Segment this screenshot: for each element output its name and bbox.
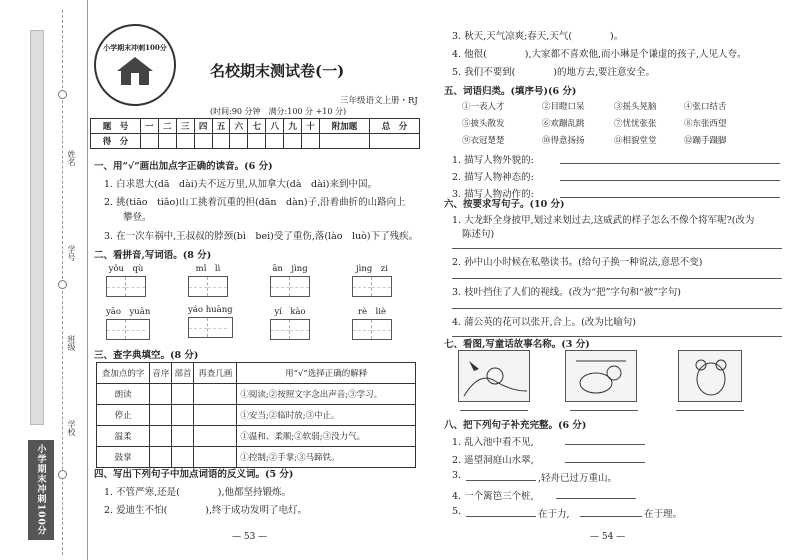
question-line: 2. 爱迪生不怕( ),终于成功发明了电灯。 (104, 505, 308, 516)
fox-crow-icon (459, 351, 531, 403)
id-label: 学号 (67, 245, 76, 261)
pinyin-text: yǒu qù (108, 264, 144, 274)
answer-line[interactable] (560, 197, 780, 198)
answer-line[interactable] (565, 444, 645, 445)
pinyin-box[interactable] (188, 305, 233, 338)
score-header: 二 (158, 119, 176, 134)
brand-logo (94, 24, 176, 106)
answer-cell[interactable] (194, 384, 237, 405)
question-line: 1. 描写人物外貌的: (452, 155, 534, 166)
dictionary-table (96, 362, 416, 468)
answer-line[interactable] (466, 516, 536, 517)
word-option: ⑫蹦手蹑脚 (684, 136, 727, 146)
score-header: 一 (140, 119, 158, 134)
dict-explanation: ①控制;②手掌;③马蹄铁。 (237, 447, 416, 468)
section-3-heading: 三、查字典填空。(8 分) (94, 350, 199, 361)
word-option: ③摇头晃脑 (614, 102, 657, 112)
pinyin-box[interactable] (188, 262, 228, 297)
score-cell[interactable] (176, 134, 194, 149)
answer-line[interactable] (452, 248, 782, 249)
school-label: 学校 (67, 420, 76, 436)
table-header: 部首 (172, 363, 194, 384)
dict-word: 鼓掌 (97, 447, 150, 468)
word-option: ⑧东张西望 (684, 119, 727, 129)
score-header: 五 (212, 119, 230, 134)
dict-explanation: ①安当;②临时放;③中止。 (237, 405, 416, 426)
pinyin-text: ān jìng (272, 264, 308, 274)
table-header: 查加点的字 (97, 363, 150, 384)
pinyin-text: rè liè (357, 307, 387, 317)
pinyin-box[interactable] (270, 305, 310, 340)
score-header: 六 (230, 119, 248, 134)
word-option: ②目瞪口呆 (542, 102, 585, 112)
answer-line[interactable] (452, 278, 782, 279)
score-cell[interactable] (369, 134, 419, 149)
score-header: 附加题 (319, 119, 369, 134)
answer-line[interactable] (452, 308, 782, 309)
score-cell[interactable] (194, 134, 212, 149)
table-header: 用“√”选择正确的解释 (237, 363, 416, 384)
page-title: 名校期末测试卷(一) (210, 62, 345, 80)
house-icon (115, 55, 155, 87)
word-option: ⑦忧忧张张 (614, 119, 657, 129)
section-7-heading: 七、看图,写童话故事名称。(3 分) (444, 339, 590, 350)
score-cell[interactable] (158, 134, 176, 149)
question-line: 5. (452, 506, 462, 517)
word-option: ⑨衣冠楚楚 (462, 136, 505, 146)
decorative-strip (30, 30, 44, 425)
story-picture-1 (458, 350, 530, 402)
question-line: 陈述句) (462, 229, 495, 240)
answer-cell[interactable] (172, 384, 194, 405)
table-header: 再查几画 (194, 363, 237, 384)
word-option: ①一表人才 (462, 102, 505, 112)
score-cell[interactable] (266, 134, 284, 149)
answer-cell[interactable] (150, 447, 172, 468)
section-2-heading: 二、看拼音,写词语。(8 分) (94, 250, 212, 261)
question-text: ,轻舟已过万重山。 (538, 473, 618, 484)
animals-icon (566, 351, 638, 403)
brand-label: 小学期末冲刺100分 (28, 440, 54, 540)
question-text: 在于力, (538, 509, 570, 520)
word-option: ⑥欢蹦乱跳 (542, 119, 585, 129)
question-line: 3. 秋天,天气凉爽;春天,天气( )。 (452, 31, 624, 42)
story-picture-2 (565, 350, 637, 402)
score-header: 八 (266, 119, 284, 134)
question-line: 2. 遥望洞庭山水翠, (452, 455, 534, 466)
dict-explanation: ①阅读;②按照文字念出声音;③学习。 (237, 384, 416, 405)
answer-cell[interactable] (172, 426, 194, 447)
binding-hole (58, 90, 67, 99)
question-text: 在于理。 (644, 509, 683, 520)
page-number-right: — 54 — (590, 532, 626, 542)
name-label: 姓名 (67, 150, 76, 166)
question-line: 1. 不管严寒,还是( ),他都坚持锻炼。 (104, 487, 292, 498)
score-cell[interactable] (302, 134, 320, 149)
score-header: 总 分 (369, 119, 419, 134)
score-cell[interactable] (319, 134, 369, 149)
score-header: 九 (284, 119, 302, 134)
dict-word: 温柔 (97, 426, 150, 447)
question-line: 3. (452, 470, 462, 481)
pinyin-text: yáo huàng (188, 305, 233, 315)
answer-line[interactable] (570, 410, 638, 411)
section-6-heading: 六、按要求写句子。(10 分) (444, 199, 565, 210)
question-line: 3. 在一次车祸中,王叔叔的脖颈(bì bei)受了重伤,落(lào luò)下了残疾。 (104, 231, 419, 242)
pinyin-text: mǐ lì (195, 264, 221, 274)
answer-cell[interactable] (150, 405, 172, 426)
answer-cell[interactable] (194, 447, 237, 468)
question-line: 4. 他很( ),大家都不喜欢他,而小琳是个谦虚的孩子,人见人夸。 (452, 49, 747, 60)
answer-cell[interactable] (194, 405, 237, 426)
question-line: 攀登。 (104, 212, 152, 223)
answer-line[interactable] (460, 410, 528, 411)
answer-line[interactable] (466, 480, 536, 481)
question-line: 2. 孙中山小时候在私塾读书。(给句子换一种说法,意思不变) (452, 257, 703, 268)
pinyin-box[interactable] (106, 262, 146, 297)
score-table (90, 118, 420, 149)
question-line: 1. 乱入池中看不见, (452, 437, 534, 448)
score-cell[interactable] (230, 134, 248, 149)
grade-label: 三年级语文上册・RJ (340, 96, 418, 106)
answer-cell[interactable] (150, 384, 172, 405)
score-row-label: 得 分 (91, 134, 141, 149)
score-header: 四 (194, 119, 212, 134)
pinyin-text: yāo yuàn (106, 307, 151, 317)
answer-line[interactable] (580, 516, 642, 517)
pinyin-box[interactable] (106, 305, 150, 340)
pinyin-text: yí kào (274, 307, 306, 317)
answer-cell[interactable] (194, 426, 237, 447)
question-line: 4. 蒲公英的花可以张开,合上。(改为比喻句) (452, 317, 637, 328)
score-cell[interactable] (284, 134, 302, 149)
pinyin-box[interactable] (352, 305, 392, 340)
table-header: 音序 (150, 363, 172, 384)
pinyin-box[interactable] (270, 262, 310, 297)
class-label: 班级 (67, 335, 76, 351)
word-option: ⑪相貌堂堂 (614, 136, 657, 146)
binding-hole (58, 280, 67, 289)
answer-line[interactable] (560, 163, 780, 164)
question-line: 2. 描写人物神态的: (452, 172, 534, 183)
answer-line[interactable] (676, 410, 744, 411)
score-cell[interactable] (140, 134, 158, 149)
score-header: 十 (302, 119, 320, 134)
answer-line[interactable] (560, 180, 780, 181)
score-header: 题 号 (91, 119, 141, 134)
pinyin-box[interactable] (352, 262, 392, 297)
score-header: 七 (248, 119, 266, 134)
answer-line[interactable] (565, 462, 645, 463)
word-option: ⑩得意扬扬 (542, 136, 585, 146)
dict-word: 朗读 (97, 384, 150, 405)
story-picture-3 (678, 350, 742, 402)
score-cell[interactable] (212, 134, 230, 149)
score-cell[interactable] (248, 134, 266, 149)
pinyin-text: jìng zi (356, 264, 388, 274)
dict-word: 停止 (97, 405, 150, 426)
dict-explanation: ①温和、柔顺;②软弱;③没力气。 (237, 426, 416, 447)
question-line: 1. 白求恩大(dā dài)夫不远万里,从加拿大(dà dài)来到中国。 (104, 179, 377, 190)
question-line: 3. 枝叶挡住了人们的视线。(改为“把”字句和“被”字句) (452, 287, 681, 298)
question-line: 3. 描写人物动作的: (452, 189, 534, 200)
time-info: (时间:90 分钟 满分:100 分 +10 分) (210, 107, 347, 116)
binding-margin (0, 0, 88, 560)
section-5-heading: 五、词语归类。(填序号)(6 分) (444, 86, 577, 97)
section-1-heading: 一、用“√”画出加点字正确的读音。(6 分) (94, 161, 273, 172)
answer-line[interactable] (556, 498, 636, 499)
answer-cell[interactable] (172, 405, 194, 426)
answer-cell[interactable] (150, 426, 172, 447)
logo-text: 小学期末冲刺100分 (103, 43, 167, 52)
section-4-heading: 四、写出下列句子中加点词语的反义词。(5 分) (94, 469, 294, 480)
question-line: 5. 我们不要到( )的地方去,要注意安全。 (452, 67, 656, 78)
answer-cell[interactable] (172, 447, 194, 468)
word-option: ⑤披头散发 (462, 119, 505, 129)
question-line: 2. 挑(tiāo tiǎo)山工挑着沉重的担(dān dàn)子,沿着曲折的山路向上 (104, 197, 406, 208)
question-line: 4. 一个篱笆三个桩, (452, 491, 534, 502)
page-number-left: — 53 — (232, 532, 268, 542)
score-header: 三 (176, 119, 194, 134)
word-option: ④张口结舌 (684, 102, 727, 112)
binding-hole (58, 470, 67, 479)
question-line: 1. 大龙虾全身披甲,划过来划过去,这威武的样子怎么不像个将军呢?(改为 (452, 215, 755, 226)
elephant-icon (679, 351, 743, 403)
section-8-heading: 八、把下列句子补充完整。(6 分) (444, 420, 587, 431)
